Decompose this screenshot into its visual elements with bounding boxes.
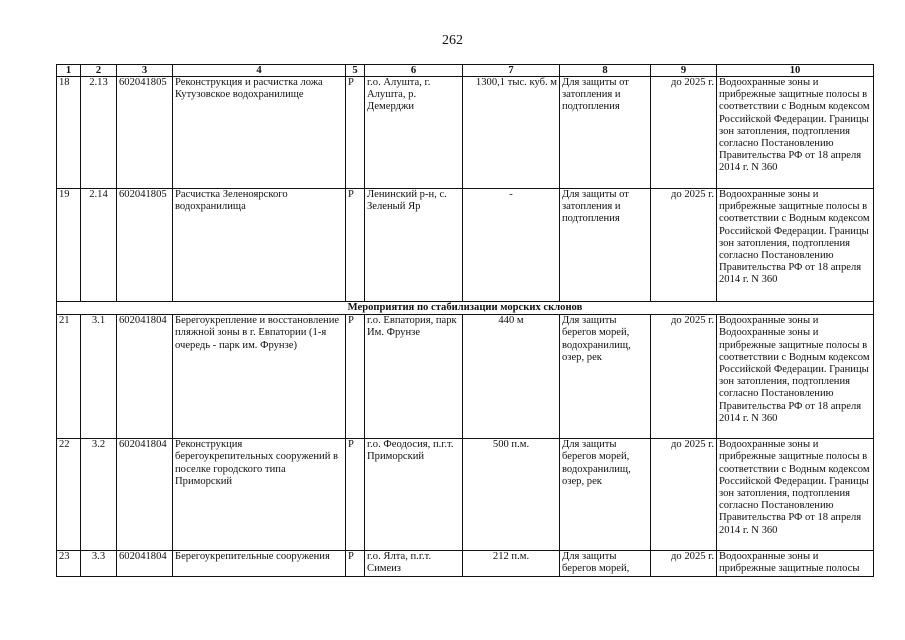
table-row [57, 189, 874, 302]
cell-place: г.о. Алушта, г. Алушта, р. Демерджи [365, 77, 463, 189]
column-header: 3 [117, 65, 173, 77]
cell-number: 18 [57, 77, 81, 189]
cell-number: 23 [57, 551, 81, 577]
cell-category: Р [346, 77, 365, 189]
cell-place: г.о. Ялта, п.г.т. Симеиз [365, 551, 463, 577]
cell-kbk: 602041805 [117, 189, 173, 302]
column-header: 9 [651, 65, 717, 77]
cell-code: 3.1 [81, 315, 117, 439]
cell-name: Реконструкция берегоукрепительных сооружений в поселке городского типа Приморский [173, 439, 346, 551]
cell-zones: Водоохранные зоны и прибрежные защитные полосы в соответствии с Водным кодексом Российской Федерации. Границы зон затопления, подтопления согласно Постановлению Правительства РФ от 18 апреля 2014 г. N 360 [717, 77, 874, 189]
cell-name: Берегоукрепление и восстановление пляжной зоны в г. Евпатории (1-я очередь - парк им. Фрунзе) [173, 315, 346, 439]
cell-kbk: 602041804 [117, 551, 173, 577]
column-header: 4 [173, 65, 346, 77]
cell-term: до 2025 г. [651, 439, 717, 551]
cell-volume: 440 м [463, 315, 560, 439]
cell-purpose: Для защиты берегов морей, водохранилищ, озер, рек [560, 439, 651, 551]
cell-purpose: Для защиты берегов морей, [560, 551, 651, 577]
column-header: 2 [81, 65, 117, 77]
cell-category: Р [346, 439, 365, 551]
column-header: 6 [365, 65, 463, 77]
cell-term: до 2025 г. [651, 315, 717, 439]
table-row [57, 77, 874, 189]
cell-category: Р [346, 551, 365, 577]
cell-code: 2.13 [81, 77, 117, 189]
table-row [57, 439, 874, 551]
cell-zones: Водоохранные зоны и прибрежные защитные полосы в соответствии с Водным кодексом Российской Федерации. Границы зон затопления, подтопления согласно Постановлению Правительства РФ от 18 апреля 2014 г. N 360 [717, 189, 874, 302]
document-table [56, 64, 874, 577]
cell-zones: Водоохранные зоны и Водоохранные зоны и прибрежные защитные полосы в соответствии с Водным кодексом Российской Федерации. Границы зон затопления, подтопления согласно Постановлению Правительства РФ от 18 апреля 2014 г. N 360 [717, 315, 874, 439]
cell-name: Реконструкция и расчистка ложа Кутузовское водохранилище [173, 77, 346, 189]
cell-kbk: 602041804 [117, 439, 173, 551]
cell-volume: 500 п.м. [463, 439, 560, 551]
cell-number: 19 [57, 189, 81, 302]
cell-purpose: Для защиты от затопления и подтопления [560, 189, 651, 302]
column-header: 8 [560, 65, 651, 77]
cell-term: до 2025 г. [651, 189, 717, 302]
cell-term: до 2025 г. [651, 77, 717, 189]
column-header: 10 [717, 65, 874, 77]
cell-kbk: 602041805 [117, 77, 173, 189]
cell-purpose: Для защиты от затопления и подтопления [560, 77, 651, 189]
section-row [57, 302, 874, 315]
cell-name: Расчистка Зеленоярского водохранилища [173, 189, 346, 302]
table-row [57, 315, 874, 439]
cell-volume: 1300,1 тыс. куб. м [463, 77, 560, 189]
header-row [57, 65, 874, 77]
cell-volume: 212 п.м. [463, 551, 560, 577]
cell-code: 3.3 [81, 551, 117, 577]
table-row [57, 551, 874, 577]
cell-volume: - [463, 189, 560, 302]
cell-name: Берегоукрепительные сооружения [173, 551, 346, 577]
cell-place: Ленинский р-н, с. Зеленый Яр [365, 189, 463, 302]
cell-purpose: Для защиты берегов морей, водохранилищ, озер, рек [560, 315, 651, 439]
page-number: 262 [442, 33, 463, 48]
column-header: 7 [463, 65, 560, 77]
cell-zones: Водоохранные зоны и прибрежные защитные полосы [717, 551, 874, 577]
cell-category: Р [346, 189, 365, 302]
cell-zones: Водоохранные зоны и прибрежные защитные полосы в соответствии с Водным кодексом Российской Федерации. Границы зон затопления, подтопления согласно Постановлению Правительства РФ от 18 апреля 2014 г. N 360 [717, 439, 874, 551]
cell-term: до 2025 г. [651, 551, 717, 577]
cell-number: 22 [57, 439, 81, 551]
cell-category: Р [346, 315, 365, 439]
cell-code: 2.14 [81, 189, 117, 302]
cell-number: 21 [57, 315, 81, 439]
cell-place: г.о. Евпатория, парк Им. Фрунзе [365, 315, 463, 439]
cell-place: г.о. Феодосия, п.г.т. Приморский [365, 439, 463, 551]
column-header: 5 [346, 65, 365, 77]
column-header: 1 [57, 65, 81, 77]
cell-code: 3.2 [81, 439, 117, 551]
cell-kbk: 602041804 [117, 315, 173, 439]
section-title: Мероприятия по стабилизации морских склонов [57, 302, 874, 315]
